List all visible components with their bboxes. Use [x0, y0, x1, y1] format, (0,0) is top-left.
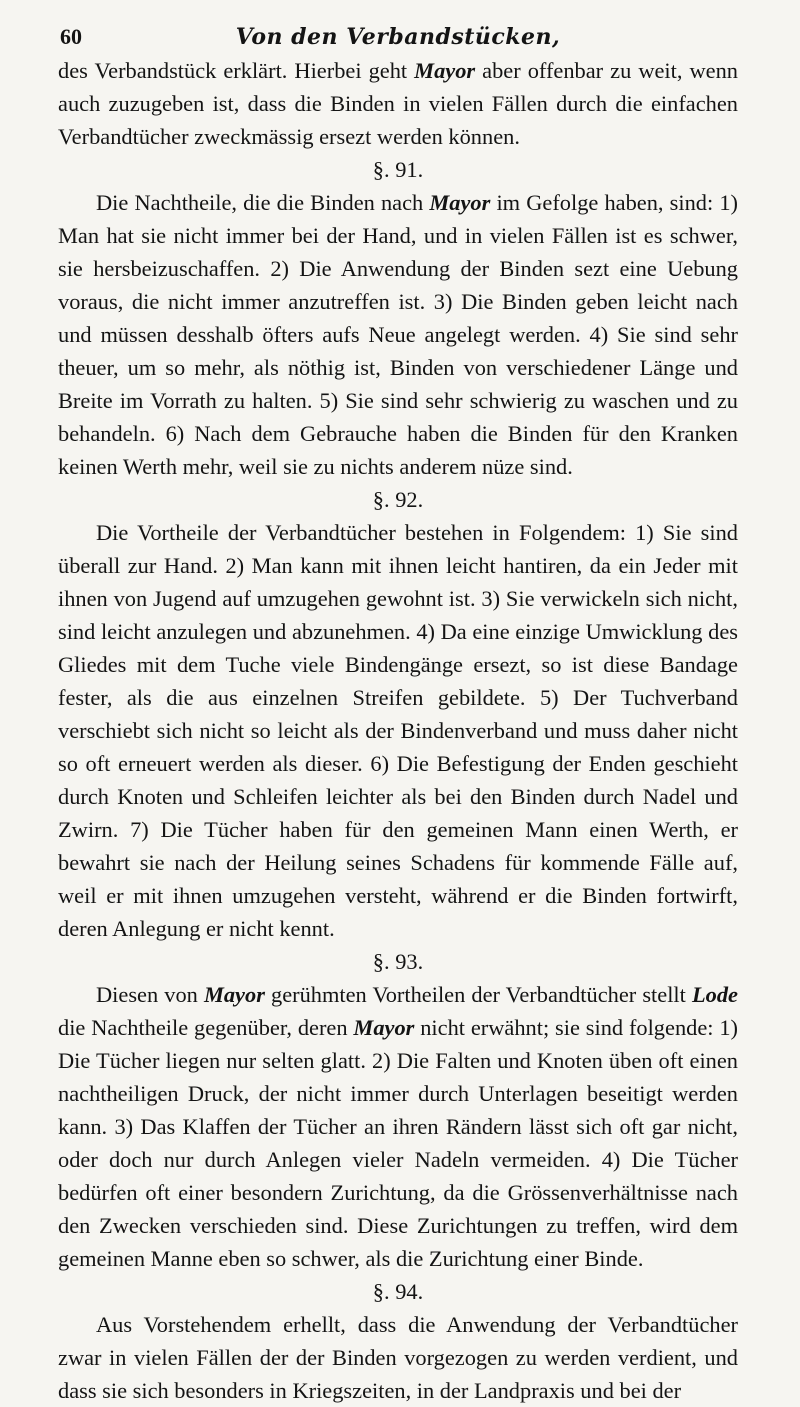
- paragraph-text: nicht erwähnt; sie sind folgende: 1) Die Tücher liegen nur selten glatt. 2) Die Falten und Knoten üben oft einen nachtheiligen Druck, der nicht immer durch Unterlagen beseitigt werden kann. 3) Das Klaffen der Tücher an ihren Rändern lässt sich oft gar nicht, oder doch nur durch Anlegen vieler Nadeln vermeiden. 4) Die Tücher bedürfen oft einer besondern Zurichtung, da die Grössenverhältnisse nach den Zwecken verschieden sind. Diese Zurichtungen zu treffen, wird dem gemeinen Manne eben so schwer, als die Zurichtung einer Binde.: [58, 1015, 738, 1271]
- author-name: Mayor: [353, 1015, 415, 1040]
- paragraph-text: des Verbandstück erklärt. Hierbei geht: [58, 58, 415, 83]
- paragraph-text: im Gefolge haben, sind: 1) Man hat sie nicht immer bei der Hand, und in vielen Fällen ist es schwer, sie hersbeizuschaffen. 2) Die Anwendung der Binden sezt eine Uebung voraus, die nicht immer anzutreffen ist. 3) Die Binden geben leicht nach und müssen desshalb öfters aufs Neue angelegt werden. 4) Sie sind sehr theuer, um so mehr, als nöthig ist, Binden von verschiedener Länge und Breite im Vorrath zu halten. 5) Sie sind sehr schwierig zu waschen und zu behandeln. 6) Nach dem Gebrauche haben die Binden für den Kranken keinen Werth mehr, weil sie zu nichts anderem nüze sind.: [58, 190, 738, 479]
- running-title: Von den Verbandstücken,: [235, 24, 561, 50]
- section-heading: §. 91.: [372, 157, 424, 182]
- paragraph-text: Diesen von: [96, 982, 204, 1007]
- paragraph-text: Die Nachtheile, die die Binden nach: [96, 190, 430, 215]
- section-heading: §. 93.: [372, 949, 424, 974]
- running-head: [58, 14, 738, 54]
- paragraph: [58, 54, 738, 153]
- body-text: [58, 54, 738, 1407]
- section-heading: §. 92.: [372, 487, 424, 512]
- author-name: Lode: [691, 982, 738, 1007]
- paragraph: [58, 516, 738, 945]
- paragraph-text: Die Vortheile der Verbandtücher bestehen in Folgendem: 1) Sie sind überall zur Hand. 2) Man kann mit ihnen leicht hantiren, da ein Jeder mit ihnen von Jugend auf umzugehen gewohnt ist. 3) Sie verwickeln sich nicht, sind leicht anzulegen und abzunehmen. 4) Da eine einzige Umwicklung des Gliedes mit dem Tuche viele Bindengänge ersezt, so ist diese Bandage fester, als die aus einzelnen Streifen gebildete. 5) Der Tuchverband verschiebt sich nicht so leicht als der Bindenverband und muss daher nicht so oft erneuert werden als dieser. 6) Die Befestigung der Enden geschieht durch Knoten und Schleifen leichter als bei den Binden durch Nadel und Zwirn. 7) Die Tücher haben für den gemeinen Mann einen Werth, er bewahrt sie nach der Heilung seines Schadens für kommende Fälle auf, weil er mit ihnen umzugehen versteht, während er die Binden fortwirft, deren Anlegung er nicht kennt.: [58, 520, 738, 941]
- paragraph: [58, 1308, 738, 1407]
- paragraph-text: Aus Vorstehendem erhellt, dass die Anwendung der Verbandtücher zwar in vielen Fällen der der Binden vorgezogen zu werden verdient, und dass sie sich besonders in Kriegszeiten, in der Landpraxis und bei der: [58, 1312, 738, 1403]
- paragraph-text: gerühmten Vortheilen der Verbandtücher stellt: [264, 982, 692, 1007]
- author-name: Mayor: [414, 58, 476, 83]
- paragraph: [58, 978, 738, 1275]
- section-heading: §. 94.: [372, 1279, 424, 1304]
- paragraph-text: aber offenbar zu weit, wenn auch zuzugeben ist, dass die Binden in vielen Fällen durch die einfachen Verbandtücher zweckmässig ersezt werden können.: [58, 58, 738, 149]
- author-name: Mayor: [429, 190, 491, 215]
- paragraph-text: die Nachtheile gegenüber, deren: [58, 1015, 354, 1040]
- page-number: 60: [60, 24, 82, 49]
- author-name: Mayor: [203, 982, 265, 1007]
- paragraph: [58, 186, 738, 483]
